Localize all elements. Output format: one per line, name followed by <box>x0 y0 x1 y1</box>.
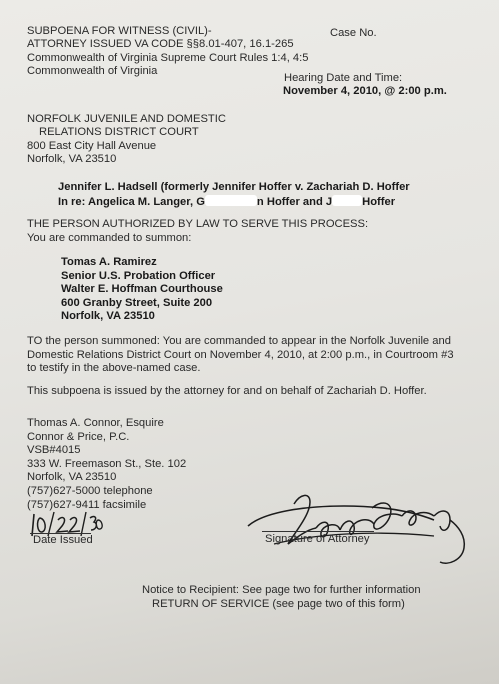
authorized-heading: THE PERSON AUTHORIZED BY LAW TO SERVE THIS PROCESS: <box>27 218 369 230</box>
hearing-date-label: Hearing Date and Time: <box>284 72 403 84</box>
court-city: Norfolk, VA 23510 <box>27 153 117 166</box>
commanded-line: You are commanded to summon: <box>27 232 192 244</box>
redaction-mark <box>205 195 257 206</box>
attorney-block <box>27 417 186 512</box>
summons-line-1: TO the person summoned: You are commanded to appear in the Norfolk Juvenile and <box>27 335 451 347</box>
attorney-signature <box>244 486 474 570</box>
date-issued-label: Date Issued <box>33 534 93 546</box>
attorney-city: Norfolk, VA 23510 <box>27 471 117 484</box>
in-re-part-1: In re: Angelica M. Langer, G <box>58 196 205 208</box>
witness-name: Tomas A. Ramirez <box>61 256 157 268</box>
case-caption: Jennifer L. Hadsell (formerly Jennifer Hoffer v. Zachariah D. Hoffer <box>58 181 410 193</box>
witness-city: Norfolk, VA 23510 <box>61 310 155 323</box>
form-title: SUBPOENA FOR WITNESS (CIVIL)- <box>27 25 212 37</box>
summons-paragraph <box>27 335 454 376</box>
hearing-date-value: November 4, 2010, @ 2:00 p.m. <box>283 85 447 97</box>
return-of-service: RETURN OF SERVICE (see page two of this form) <box>152 598 405 610</box>
form-title-block <box>27 25 309 79</box>
form-rules: Commonwealth of Virginia Supreme Court Rules 1:4, 4:5 <box>27 51 309 64</box>
court-street: 800 East City Hall Avenue <box>27 139 157 152</box>
attorney-name: Thomas A. Connor, Esquire <box>27 417 164 429</box>
commonwealth-label: Commonwealth of Virginia <box>27 65 158 78</box>
witness-street: 600 Granby Street, Suite 200 <box>61 296 213 309</box>
summons-line-2: Domestic Relations District Court on November 4, 2010, at 2:00 p.m., in Courtroom #3 <box>27 348 454 361</box>
case-in-re <box>58 195 395 209</box>
attorney-firm: Connor & Price, P.C. <box>27 430 130 443</box>
court-block <box>27 113 226 167</box>
notice-to-recipient: Notice to Recipient: See page two for further information <box>142 584 421 596</box>
attorney-street: 333 W. Freemason St., Ste. 102 <box>27 457 187 470</box>
summons-line-3: to testify in the above-named case. <box>27 362 201 375</box>
attorney-phone: (757)627-5000 telephone <box>27 484 153 497</box>
court-name-2: RELATIONS DISTRICT COURT <box>39 126 199 139</box>
form-code: ATTORNEY ISSUED VA CODE §§8.01-407, 16.1-265 <box>27 38 294 51</box>
attorney-signature-line <box>262 531 374 532</box>
redaction-mark <box>332 195 362 206</box>
witness-building: Walter E. Hoffman Courthouse <box>61 283 223 296</box>
signature-of-attorney-label: Signature of Attorney <box>265 533 370 545</box>
issued-by-line: This subpoena is issued by the attorney for and on behalf of Zachariah D. Hoffer. <box>27 385 427 397</box>
attorney-fax: (757)627-9411 facsimile <box>27 498 147 511</box>
in-re-part-3: Hoffer <box>362 196 396 208</box>
court-name-1: NORFOLK JUVENILE AND DOMESTIC <box>27 113 226 125</box>
in-re-part-2: n Hoffer and J <box>256 196 333 208</box>
attorney-vsb: VSB#4015 <box>27 444 81 457</box>
case-number-label: Case No. <box>330 27 377 39</box>
witness-block <box>61 256 223 324</box>
witness-title: Senior U.S. Probation Officer <box>61 269 216 282</box>
